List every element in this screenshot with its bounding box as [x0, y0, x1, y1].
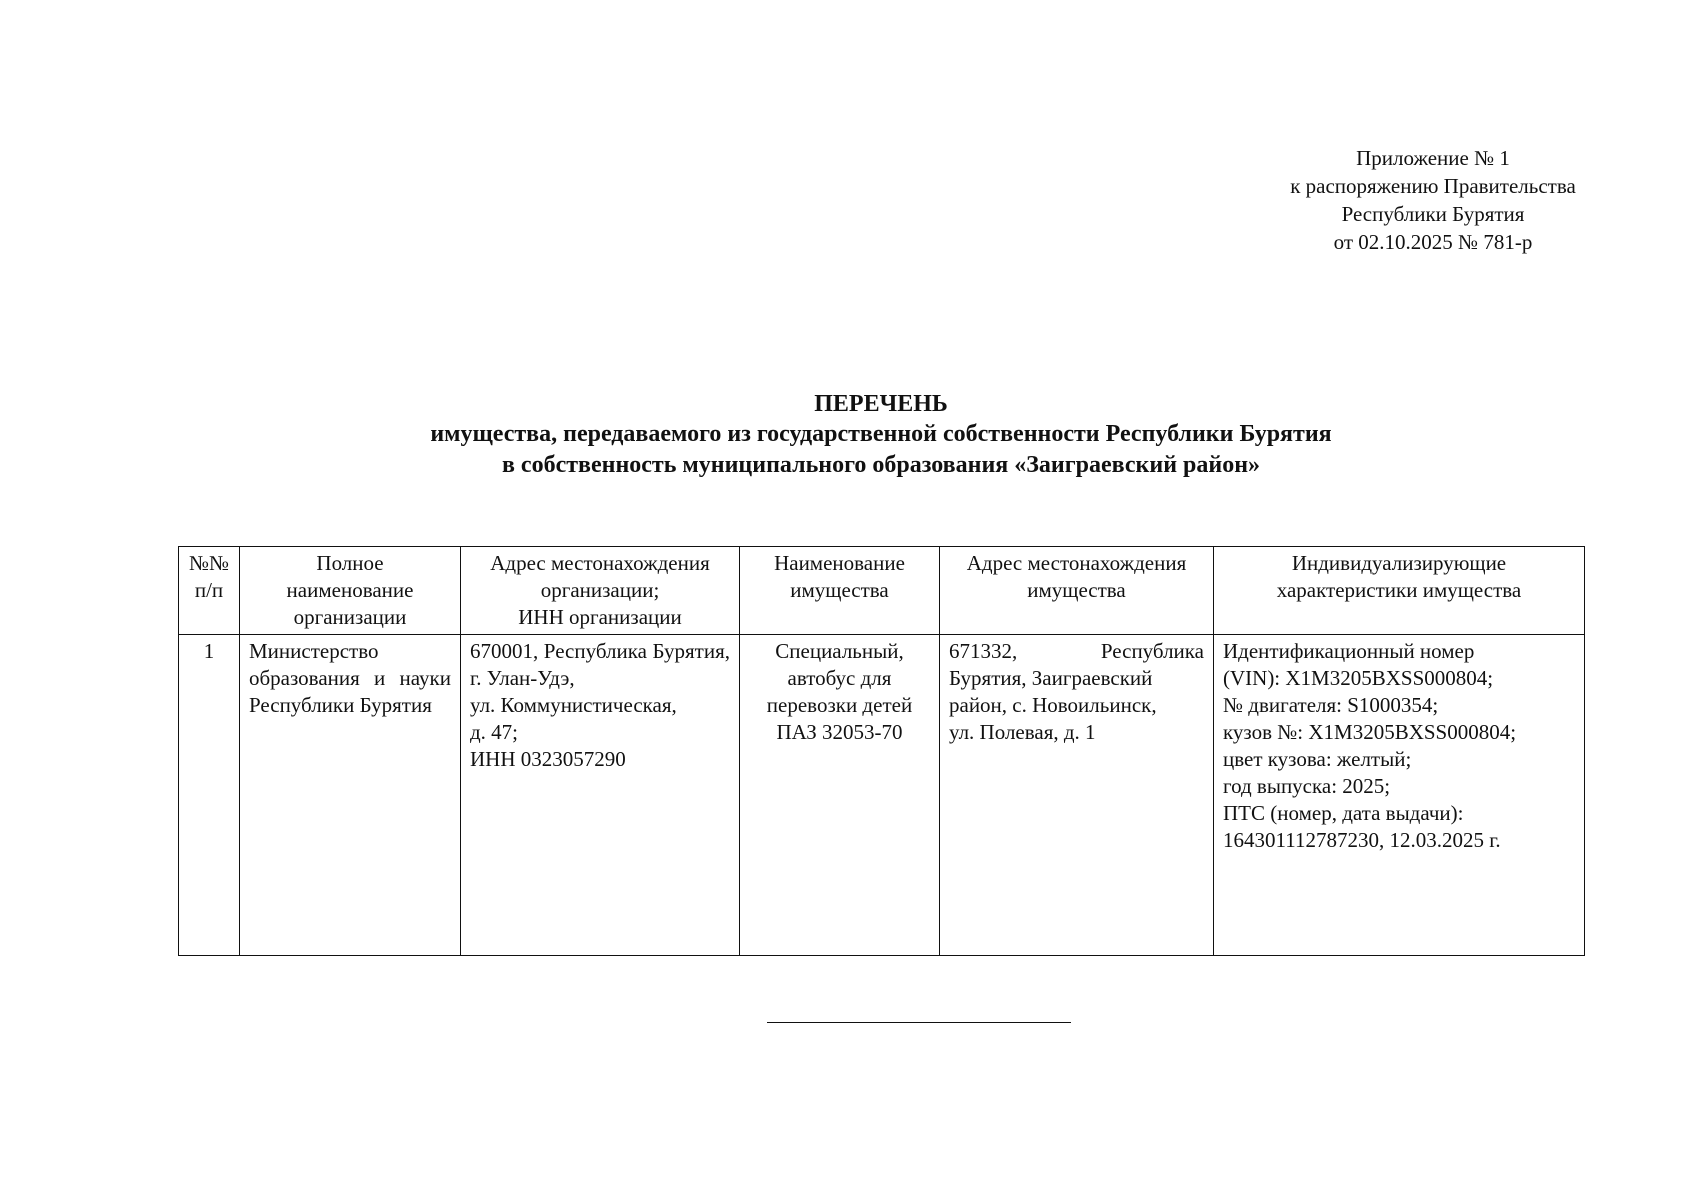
cell-org-name: Министерство образования и науки Республики Бурятия	[240, 635, 461, 956]
header-num: №№ п/п	[179, 547, 240, 635]
title-subline: в собственность муниципального образования «Заиграевский район»	[501, 452, 1261, 478]
end-of-document-rule	[767, 1022, 1071, 1023]
title-subline: имущества, передаваемого из государственной собственности Республики Бурятия	[430, 421, 1332, 447]
cell-characteristics: Идентификационный номер (VIN): X1M3205BXSS000804; № двигателя: S1000354; кузов №: X1M3205BXSS000804; цвет кузова: желтый; год выпуска: 2025; ПТС (номер, дата выдачи): 164301112787230, 12.03.2025 г.	[1214, 635, 1585, 956]
appendix-line: к распоряжению Правительства	[1290, 174, 1576, 198]
header-org-address: Адрес местонахождения организации; ИНН организации	[461, 547, 740, 635]
table-header-row	[179, 547, 1585, 635]
appendix-date-number: от 02.10.2025 № 781-р	[1333, 230, 1533, 254]
cell-property-name: Специальный, автобус для перевозки детей ПАЗ 32053-70	[740, 635, 940, 956]
table-row	[179, 635, 1585, 956]
appendix-block	[1243, 144, 1623, 256]
property-table	[178, 546, 1585, 956]
document-title	[180, 389, 1582, 481]
header-org-name: Полное наименование организации	[240, 547, 461, 635]
appendix-line: Республики Бурятия	[1341, 202, 1525, 226]
cell-org-address: 670001, Республика Бурятия, г. Улан-Удэ, ул. Коммунистическая, д. 47; ИНН 0323057290	[461, 635, 740, 956]
header-property-address: Адрес местонахождения имущества	[940, 547, 1214, 635]
title-heading: ПЕРЕЧЕНЬ	[814, 391, 948, 417]
cell-num: 1	[179, 635, 240, 956]
header-property-name: Наименование имущества	[740, 547, 940, 635]
appendix-line: Приложение № 1	[1356, 146, 1510, 170]
header-characteristics: Индивидуализирующие характеристики имущества	[1214, 547, 1585, 635]
cell-property-address: 671332, Республика Бурятия, Заиграевский район, с. Новоильинск, ул. Полевая, д. 1	[940, 635, 1214, 956]
